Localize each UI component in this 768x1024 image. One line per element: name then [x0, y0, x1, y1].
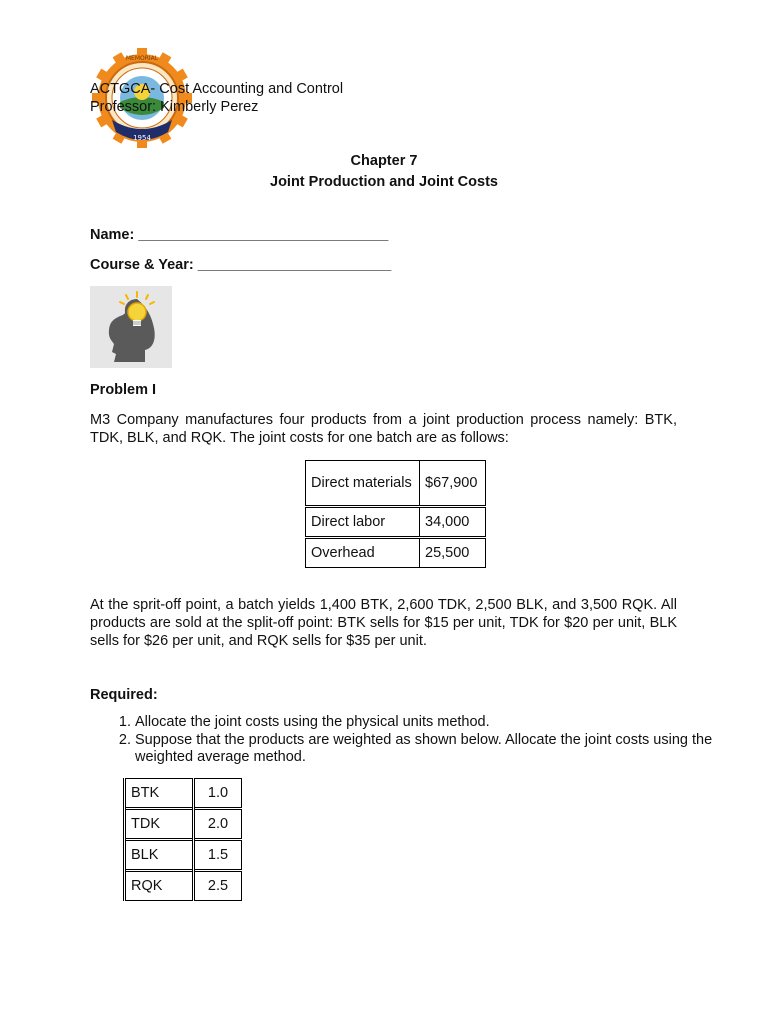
table-row	[125, 809, 242, 840]
splitoff-paragraph: At the sprit-off point, a batch yields 1,400 BTK, 2,600 TDK, 2,500 BLK, and 3,500 RQK. All products are sold at the split-off point: BTK sells for $15 per unit, TDK for $20 per unit, BLK sells for $26 per unit, and RQK sells for $35 per unit.	[90, 597, 677, 649]
table-row	[125, 871, 242, 901]
chapter-number: Chapter 7	[350, 153, 418, 169]
seal-text: MEMORIAL	[125, 55, 159, 62]
product-name: TDK	[125, 809, 194, 840]
weights-table	[123, 778, 242, 901]
list-item: 2. Suppose that the products are weighted as shown below. Allocate the joint costs using the weighted average method.	[135, 732, 725, 767]
table-row	[306, 507, 486, 538]
professor-line: Professor: Kimberly Perez	[90, 99, 259, 115]
cost-amount: $67,900	[420, 461, 486, 507]
cost-amount: 25,500	[420, 538, 486, 568]
table-row	[125, 779, 242, 809]
problem-intro: M3 Company manufactures four products from a joint production process namely: BTK, TDK, BLK, and RQK. The joint costs for one batch are as follows:	[90, 412, 677, 446]
table-row	[125, 840, 242, 871]
product-name: RQK	[125, 871, 194, 901]
course-year-field: Course & Year: ________________________	[90, 257, 392, 273]
name-field: Name: _______________________________	[90, 227, 389, 243]
idea-head-icon	[90, 286, 172, 368]
cost-item: Direct labor	[306, 507, 420, 538]
chapter-title: Joint Production and Joint Costs	[270, 174, 498, 190]
product-weight: 1.0	[194, 779, 242, 809]
joint-costs-table	[305, 460, 486, 568]
seal-year: 1954	[133, 134, 151, 142]
required-label: Required:	[90, 687, 158, 703]
cost-amount: 34,000	[420, 507, 486, 538]
product-weight: 2.5	[194, 871, 242, 901]
product-name: BTK	[125, 779, 194, 809]
problem-title: Problem I	[90, 382, 157, 398]
table-row	[306, 538, 486, 568]
required-list	[90, 714, 725, 767]
course-title: ACTGCA- Cost Accounting and Control	[90, 81, 344, 97]
product-weight: 1.5	[194, 840, 242, 871]
cost-item: Direct materials	[306, 461, 420, 507]
product-name: BLK	[125, 840, 194, 871]
product-weight: 2.0	[194, 809, 242, 840]
table-row	[306, 461, 486, 507]
cost-item: Overhead	[306, 538, 420, 568]
list-item: 1. Allocate the joint costs using the physical units method.	[135, 714, 725, 732]
